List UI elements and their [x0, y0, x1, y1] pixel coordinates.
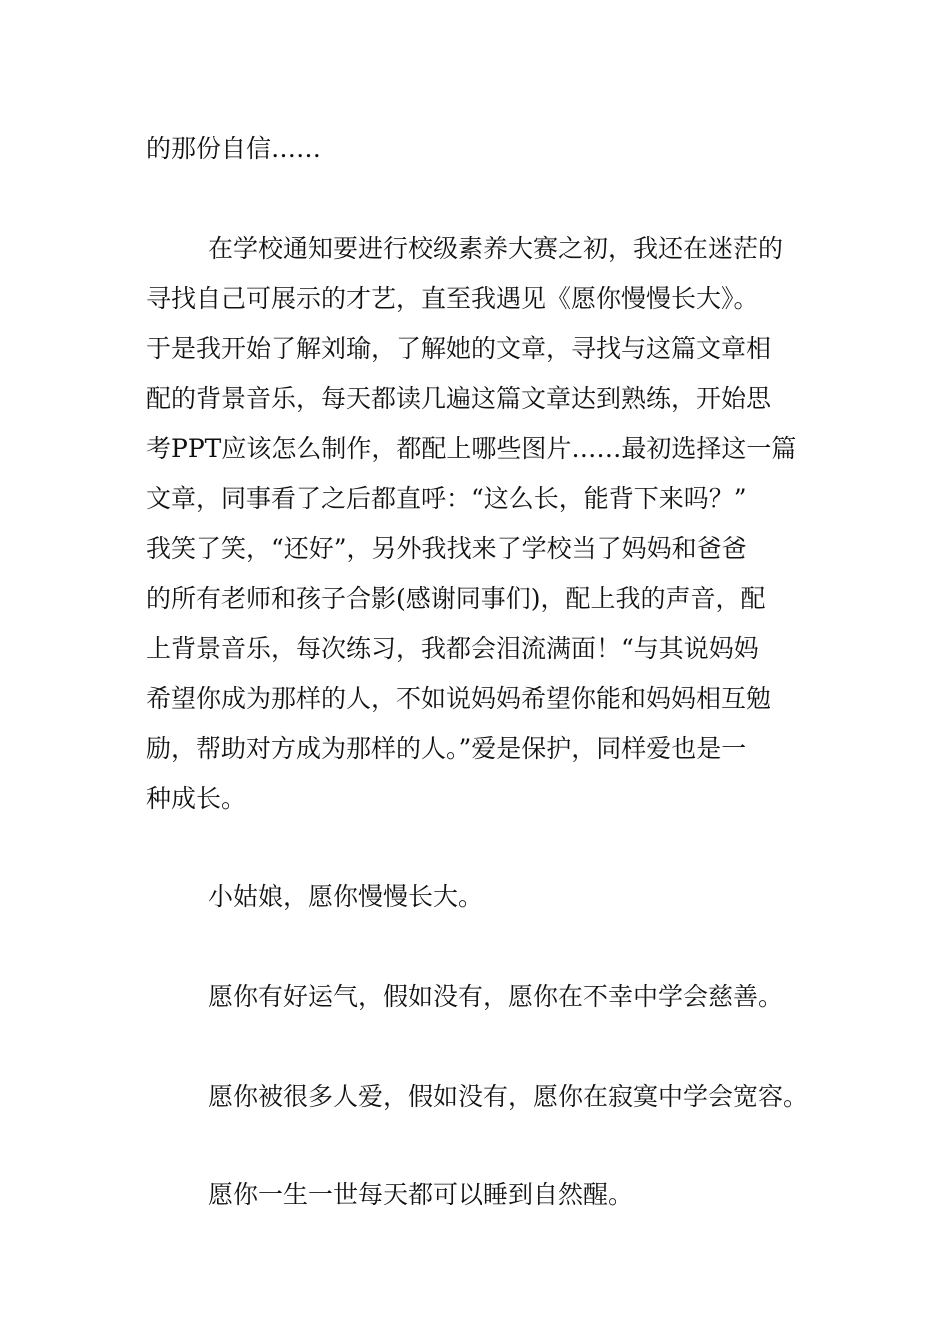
text-line: 在学校通知要进行校级素养大赛之初，我还在迷茫的 [208, 234, 784, 263]
quote-paragraph-1 [146, 872, 814, 922]
text-line: 寻找自己可展示的才艺，直至我遇见《愿你慢慢长大》。 [146, 284, 759, 313]
text-line: 于是我开始了解刘瑜，了解她的文章，寻找与这篇文章相 [146, 334, 772, 363]
text-line: 愿你一生一世每天都可以睡到自然醒。 [208, 1180, 634, 1209]
text-line: 愿你被很多人爱，假如没有，愿你在寂寞中学会宽容。 [208, 1082, 809, 1111]
text-line: 我笑了笑，“还好”，另外我找来了学校当了妈妈和爸爸 [146, 534, 747, 563]
quote-paragraph-2 [146, 972, 814, 1022]
text-line: 上背景音乐，每次练习，我都会泪流满面！“与其说妈妈 [146, 634, 759, 663]
text-line: 的那份自信…… [146, 134, 322, 163]
text-line: 配的背景音乐，每天都读几遍这篇文章达到熟练，开始思 [146, 384, 772, 413]
text-line: 励，帮助对方成为那样的人。”爱是保护，同样爱也是一 [146, 734, 747, 763]
text-line: 文章，同事看了之后都直呼：“这么长，能背下来吗？” [146, 484, 747, 513]
text-line: 的所有老师和孩子合影(感谢同事们)，配上我的声音，配 [146, 584, 766, 613]
paragraph-main [146, 224, 814, 824]
quote-paragraph-4 [146, 1170, 814, 1220]
text-line: 小姑娘，愿你慢慢长大。 [208, 882, 484, 911]
quote-paragraph-3 [146, 1072, 814, 1122]
text-line: 种成长。 [146, 784, 247, 813]
text-line: 希望你成为那样的人，不如说妈妈希望你能和妈妈相互勉 [146, 684, 772, 713]
text-line: 考PPT应该怎么制作，都配上哪些图片……最初选择这一篇 [146, 434, 797, 463]
paragraph-continuation [146, 124, 814, 174]
text-line: 愿你有好运气，假如没有，愿你在不幸中学会慈善。 [208, 982, 784, 1011]
